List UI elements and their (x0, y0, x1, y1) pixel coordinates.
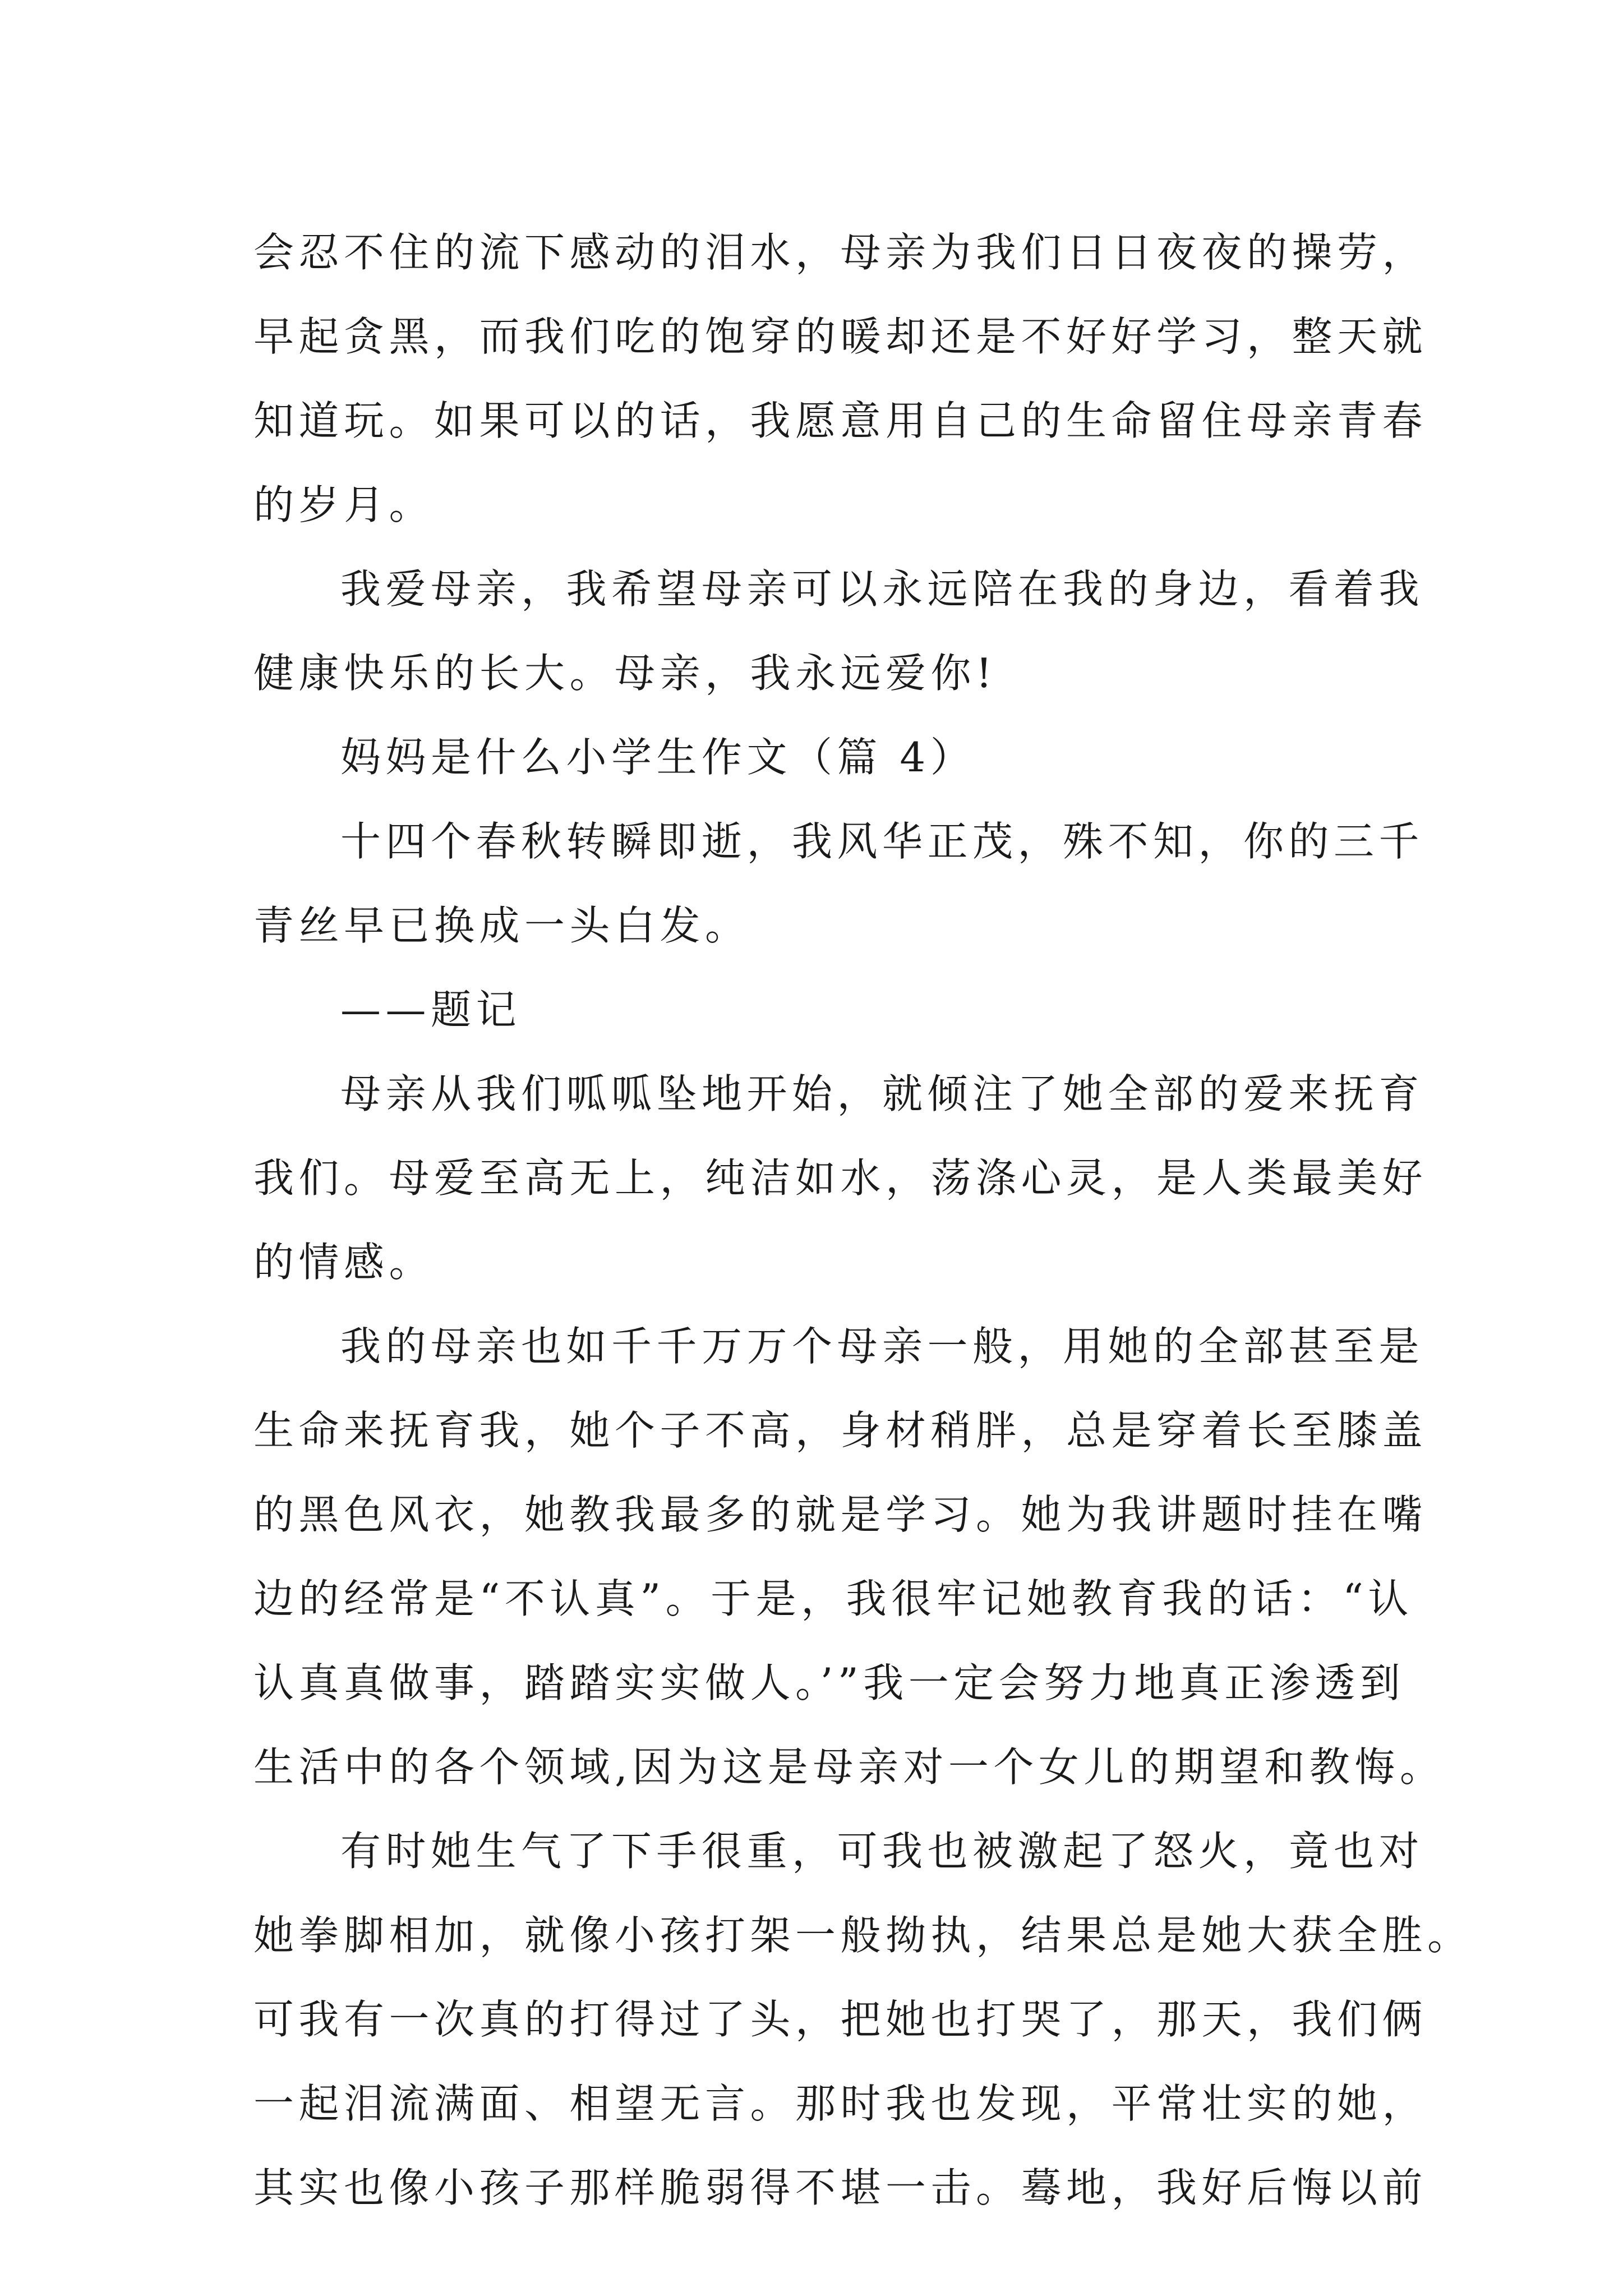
text-line: 的岁月。 (253, 481, 435, 528)
text-line: 会忍不住的流下感动的泪水，母亲为我们日日夜夜的操劳， (253, 229, 1428, 276)
text-line: 知道玩。如果可以的话，我愿意用自己的生命留住母亲青春 (253, 397, 1428, 444)
text-line: 可我有一次真的打得过了头，把她也打哭了，那天，我们俩 (253, 1996, 1428, 2043)
text-line: 我的母亲也如千千万万个母亲一般，用她的全部甚至是 (340, 1323, 1424, 1370)
text-line: 我们。母爱至高无上，纯洁如水，荡涤心灵，是人类最美好 (253, 1154, 1428, 1202)
document-page (253, 210, 1473, 2230)
text-line: 生命来抚育我，她个子不高，身材稍胖，总是穿着长至膝盖 (253, 1407, 1428, 1454)
text-line: 其实也像小孩子那样脆弱得不堪一击。蓦地，我好后悔以前 (253, 2164, 1428, 2211)
text-line: 的情感。 (253, 1239, 435, 1286)
text-line: 的黑色风衣，她教我最多的就是学习。她为我讲题时挂在嘴 (253, 1491, 1428, 1538)
text-line: 母亲从我们呱呱坠地开始，就倾注了她全部的爱来抚育 (340, 1070, 1424, 1117)
text-line: 她拳脚相加，就像小孩打架一般拗执，结果总是她大获全胜。 (253, 1912, 1473, 1959)
epigraph-attribution: ——题记 (340, 986, 522, 1033)
text-line: 青丝早已换成一头白发。 (253, 902, 750, 949)
text-line: 一起泪流满面、相望无言。那时我也发现，平常壮实的她， (253, 2080, 1428, 2127)
text-line: 生活中的各个领域,因为这是母亲对一个女儿的期望和教悔。 (253, 1743, 1445, 1791)
text-line: 十四个春秋转瞬即逝，我风华正茂，殊不知，你的三千 (340, 818, 1424, 865)
text-line: 我爱母亲，我希望母亲可以永远陪在我的身边，看着我 (340, 565, 1424, 613)
text-line: 认真真做事，踏踏实实做人。’”我一定会努力地真正渗透到 (253, 1659, 1405, 1706)
text-line: 有时她生气了下手很重，可我也被激起了怒火，竟也对 (340, 1828, 1424, 1875)
text-line: 边的经常是“不认真”。于是，我很牢记她教育我的话：“认 (253, 1575, 1413, 1622)
text-line: 早起贪黑，而我们吃的饱穿的暖却还是不好好学习，整天就 (253, 313, 1428, 360)
section-heading: 妈妈是什么小学生作文（篇 4） (340, 734, 976, 781)
text-line: 健康快乐的长大。母亲，我永远爱你! (253, 650, 997, 697)
